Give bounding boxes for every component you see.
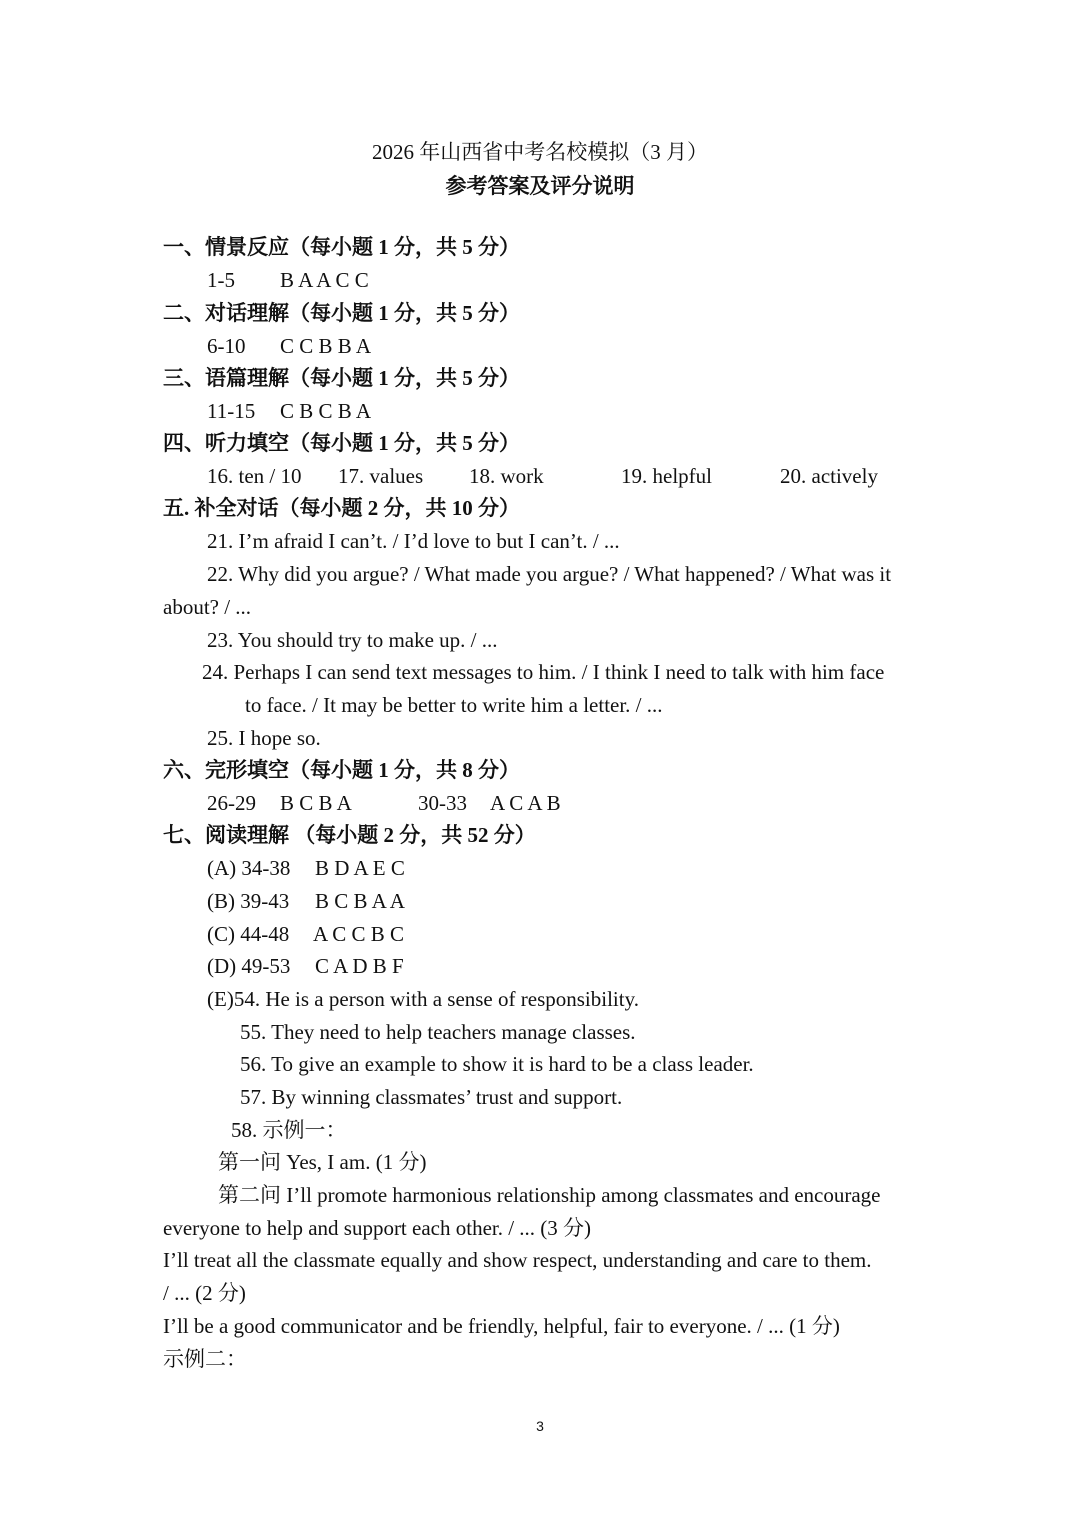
section-4-heading: 四、听力填空（每小题 1 分，共 5 分） (163, 431, 520, 455)
reading-d-range: (D) 49-53 (207, 954, 291, 978)
reading-b-answers: B C B A A (315, 889, 405, 913)
section-3-answers: C B C B A (280, 399, 372, 423)
reading-d-answers: C A D B F (315, 954, 404, 978)
answer-58-example-1: 58. 示例一： (231, 1118, 347, 1142)
answer-22-line-2: about? / ... (163, 595, 252, 619)
answer-22-line-1: 22. Why did you argue? / What made you argue? / What happened? / What was it (207, 562, 892, 586)
page-number: 3 (536, 1418, 544, 1434)
listening-answer: 20. actively (780, 464, 878, 488)
section-3-range: 11-15 (207, 399, 256, 423)
answer-58-example-2: 示例二： (163, 1347, 247, 1371)
section-3-heading: 三、语篇理解（每小题 1 分，共 5 分） (163, 366, 520, 390)
answer-58-question-2-line-3: I’ll treat all the classmate equally and show respect, understanding and care to them. (163, 1248, 872, 1272)
answer-23: 23. You should try to make up. / ... (207, 628, 498, 652)
listening-answer: 16. ten / 10 (207, 464, 302, 488)
reading-b-range: (B) 39-43 (207, 889, 290, 913)
listening-answer: 18. work (469, 464, 544, 488)
section-7-heading: 七、阅读理解 （每小题 2 分，共 52 分） (163, 823, 536, 847)
listening-answer: 19. helpful (621, 464, 712, 488)
section-1-answers: B A A C C (280, 268, 369, 292)
answer-24-line-1: 24. Perhaps I can send text messages to him. / I think I need to talk with him face (202, 660, 885, 684)
cloze-range-2: 30-33 (418, 791, 467, 815)
reading-c-range: (C) 44-48 (207, 922, 290, 946)
reading-a-range: (A) 34-38 (207, 856, 291, 880)
section-2-range: 6-10 (207, 334, 246, 358)
cloze-answers-2: A C A B (490, 791, 561, 815)
answer-21: 21. I’m afraid I can’t. / I’d love to but I can’t. / ... (207, 529, 620, 553)
section-1-heading: 一、情景反应（每小题 1 分，共 5 分） (163, 235, 520, 259)
answer-58-question-2-line-2: everyone to help and support each other. / ... (3 分) (163, 1216, 592, 1240)
answer-55: 55. They need to help teachers manage classes. (240, 1020, 636, 1044)
section-1-range: 1-5 (207, 268, 235, 292)
answer-58-question-2-line-5: I’ll be a good communicator and be friendly, helpful, fair to everyone. / ... (1 分) (163, 1314, 840, 1338)
answer-57: 57. By winning classmates’ trust and support. (240, 1085, 623, 1109)
section-6-heading: 六、完形填空（每小题 1 分，共 8 分） (163, 758, 520, 782)
answer-54: (E)54. He is a person with a sense of responsibility. (207, 987, 639, 1011)
answer-24-line-2: to face. / It may be better to write him a letter. / ... (245, 693, 663, 717)
section-5-heading: 五. 补全对话（每小题 2 分，共 10 分） (163, 496, 520, 520)
section-2-heading: 二、对话理解（每小题 1 分，共 5 分） (163, 301, 520, 325)
cloze-answers-1: B C B A (280, 791, 352, 815)
reading-c-answers: A C C B C (313, 922, 405, 946)
section-2-answers: C C B B A (280, 334, 372, 358)
listening-answer: 17. values (338, 464, 424, 488)
answer-58-question-1: 第一问 Yes, I am. (1 分) (218, 1150, 427, 1174)
document-subtitle: 参考答案及评分说明 (445, 174, 635, 198)
cloze-range-1: 26-29 (207, 791, 256, 815)
answer-25: 25. I hope so. (207, 726, 321, 750)
answer-58-question-2-line-4: / ... (2 分) (163, 1281, 246, 1305)
reading-a-answers: B D A E C (315, 856, 405, 880)
answer-56: 56. To give an example to show it is hard to be a class leader. (240, 1052, 754, 1076)
answer-58-question-2-line-1: 第二问 I’ll promote harmonious relationship among classmates and encourage (218, 1183, 881, 1207)
document-title: 2026 年山西省中考名校模拟（3 月） (372, 140, 708, 164)
